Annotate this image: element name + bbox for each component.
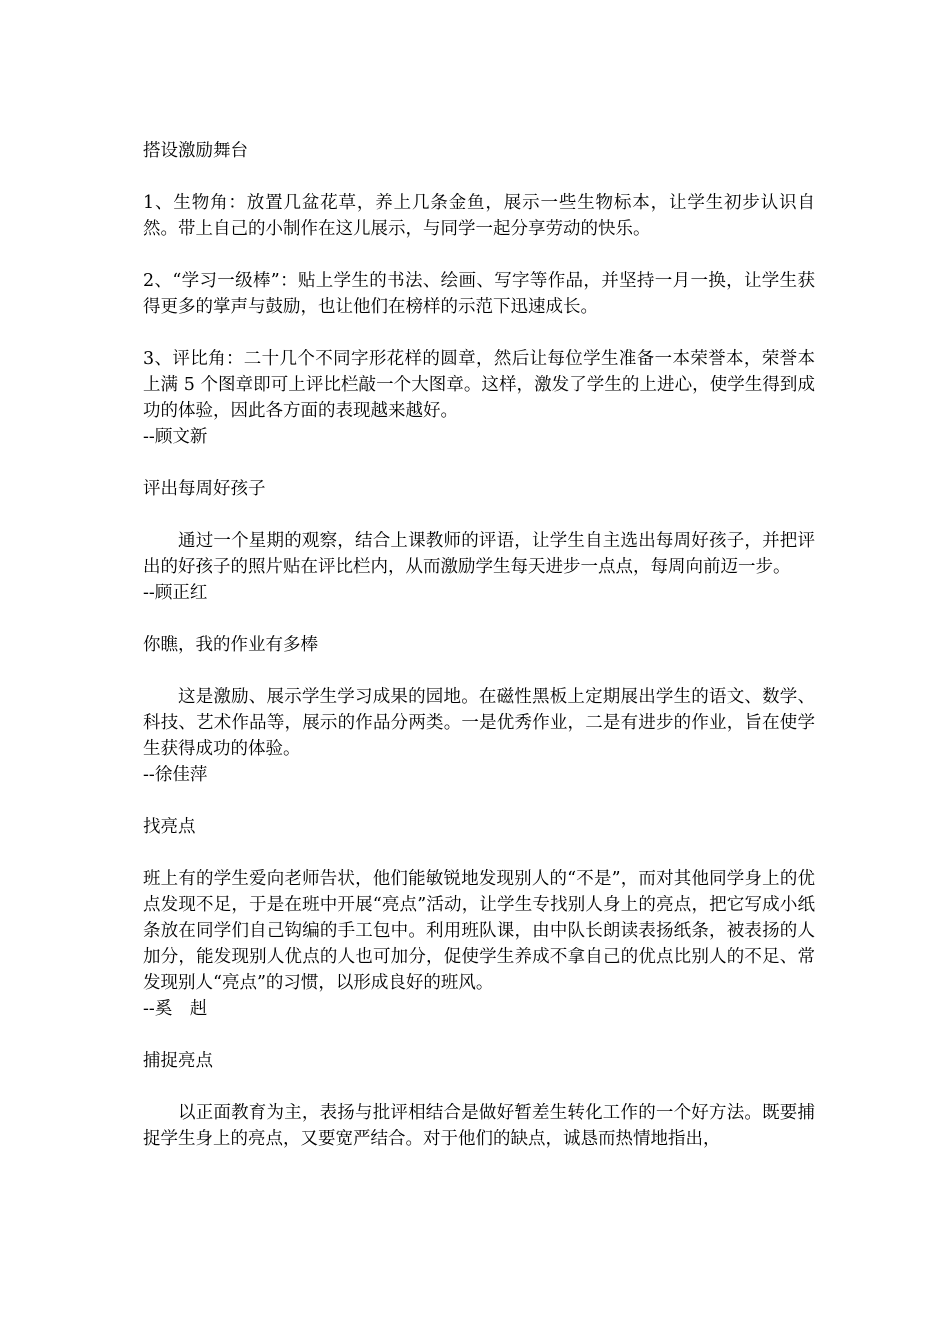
list-item: 3、评比角：二十几个不同字形花样的圆章，然后让每位学生准备一本荣誉本，荣誉本上满 5 个图章即可上评比栏敲一个大图章。这样，激发了学生的上进心，使学生得到成功的体验，因此各方面的表现越来越好。: [143, 349, 815, 421]
author-credit: --奚 赳: [143, 999, 208, 1019]
section-heading: 你瞧，我的作业有多棒: [143, 635, 318, 655]
body-paragraph: 这是激励、展示学生学习成果的园地。在磁性黑板上定期展出学生的语文、数学、科技、艺术作品等，展示的作品分两类。一是优秀作业，二是有进步的作业，旨在使学生获得成功的体验。: [143, 687, 815, 759]
section-heading: 搭设激励舞台: [143, 141, 248, 161]
section-heading: 评出每周好孩子: [143, 479, 266, 499]
list-item: 2、“学习一级棒”：贴上学生的书法、绘画、写字等作品，并坚持一月一换，让学生获得更多的掌声与鼓励，也让他们在榜样的示范下迅速成长。: [143, 271, 815, 317]
list-item: 1、生物角：放置几盆花草，养上几条金鱼，展示一些生物标本，让学生初步认识自然。带上自己的小制作在这儿展示，与同学一起分享劳动的快乐。: [143, 193, 815, 239]
body-paragraph: 班上有的学生爱向老师告状，他们能敏锐地发现别人的“不是”，而对其他同学身上的优点发现不足，于是在班中开展“亮点”活动，让学生专找别人身上的亮点，把它写成小纸条放在同学们自己钩编的手工包中。利用班队课，由中队长朗读表扬纸条，被表扬的人加分，能发现别人优点的人也可加分，促使学生养成不拿自己的优点比别人的不足、常发现别人“亮点”的习惯，以形成良好的班风。: [143, 869, 815, 993]
author-credit: --徐佳萍: [143, 765, 208, 785]
author-credit: --顾正红: [143, 583, 208, 603]
section-heading: 捕捉亮点: [143, 1051, 213, 1071]
body-paragraph: 通过一个星期的观察，结合上课教师的评语，让学生自主选出每周好孩子，并把评出的好孩子的照片贴在评比栏内，从而激励学生每天进步一点点，每周向前迈一步。: [143, 531, 815, 577]
document-page: [143, 138, 815, 1152]
author-credit: --顾文新: [143, 427, 208, 447]
section-heading: 找亮点: [143, 817, 196, 837]
body-paragraph: 以正面教育为主，表扬与批评相结合是做好暂差生转化工作的一个好方法。既要捕捉学生身上的亮点，又要宽严结合。对于他们的缺点，诚恳而热情地指出，: [143, 1103, 815, 1149]
